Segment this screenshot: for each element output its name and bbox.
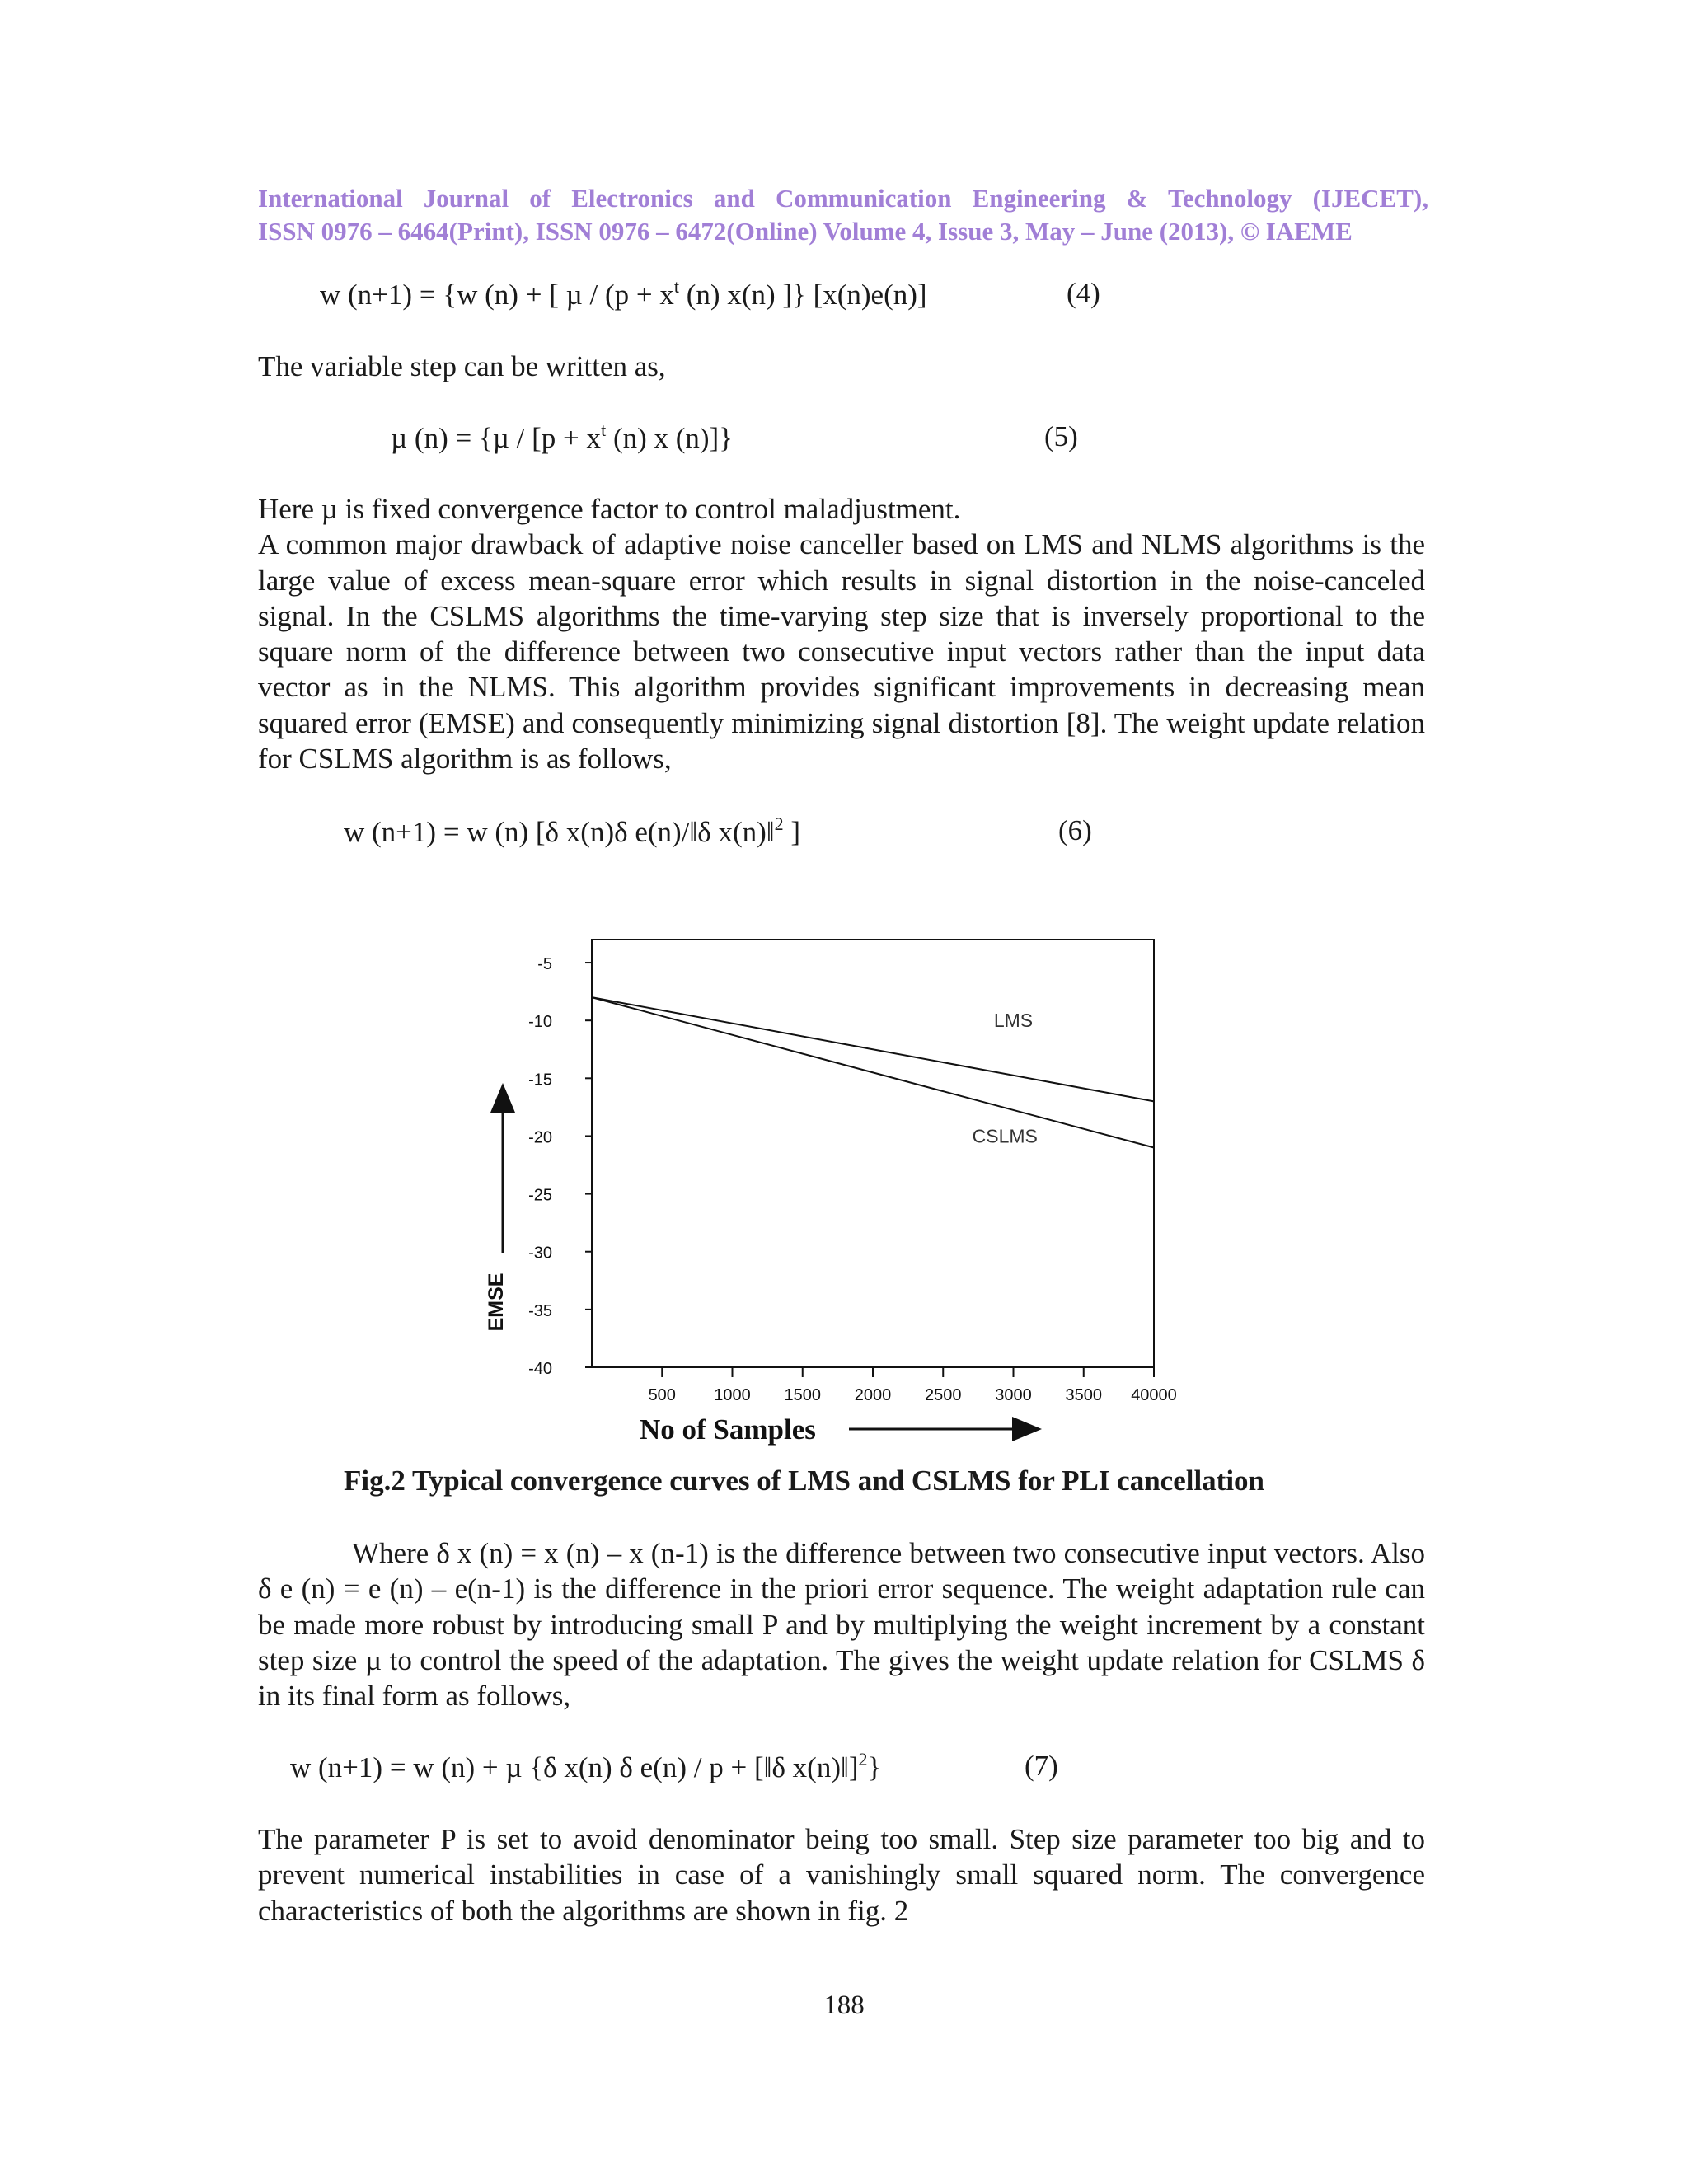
series-line-cslms [592,997,1154,1147]
x-axis-label: No of Samples [640,1413,816,1446]
equation-4-number: (4) [1067,277,1100,309]
journal-header-line-1: International Journal of Electronics and Communication Engineering & Technology (IJECET), [258,184,1428,213]
page-number: 188 [823,1990,865,2020]
equation-4: w (n+1) = {w (n) + [ $\mu / (p + x^t$ (n) x(n) ]} [x(n)e(n)] [320,276,927,311]
x-tick-label: 2500 [925,1386,962,1404]
x-tick-label: 1000 [714,1386,751,1404]
paragraph-3: The parameter P is set to avoid denominator being too small. Step size parameter too big and to prevent numerical instabilities in case of a vanishingly small squared norm. The convergence characteristics of both the algorithms are shown in fig. 2 [258,1823,1425,1927]
x-tick-label: 40000 [1131,1386,1177,1404]
y-tick-label: -5 [537,955,552,974]
y-tick-label: -40 [528,1360,552,1378]
equation-5-number: (5) [1044,420,1078,452]
x-tick-label: 3000 [995,1386,1032,1404]
journal-header-line-2: ISSN 0976 – 6464(Print), ISSN 0976 – 6472(Online) Volume 4, Issue 3, May – June (2013), © IAEME [258,217,1353,246]
y-axis-label: EMSE [485,1272,508,1332]
x-tick-label: 1500 [784,1386,821,1404]
y-tick-label: -35 [528,1301,552,1320]
y-tick-label: -25 [528,1186,552,1205]
series-label-lms: LMS [993,1010,1034,1032]
paragraph-1-body: A common major drawback of adaptive noise canceller based on LMS and NLMS algorithms is the large value of excess mean-square error which results in signal distortion in the noise-canceled signal. In the CSLMS algorithms the time-varying step size that is inversely proportional to the square norm of the difference between two consecutive input vectors rather than the input data vector as in the NLMS. This algorithm provides significant improvements in decreasing mean squared error (EMSE) and consequently minimizing signal distortion [8]. The weight update relation for CSLMS algorithm is as follows, [258,528,1425,776]
paragraph-2: Where δ x (n) = x (n) – x (n-1) is the difference between two consecutive input vectors. Also δ e (n) = e (n) – e(n-1) is the difference in the priori error sequence. The weight adaptation rule can be made more robust by introducing small P and by multiplying the weight increment by a constant step size µ to control the speed of the adaptation. The gives the weight update relation for CSLMS δ in its final form as follows, [258,1537,1425,1713]
paragraph-1 [258,491,1425,776]
x-tick-label: 2000 [854,1386,892,1404]
equation-5: µ $(n) = \{\mu / [p + x^t$ (n) x (n)]} [391,419,734,454]
x-tick-label: 3500 [1065,1386,1102,1404]
y-tick-label: -20 [528,1128,552,1147]
y-tick-label: -10 [528,1013,552,1032]
figure-caption: Fig.2 Typical convergence curves of LMS and CSLMS for PLI cancellation [344,1465,1265,1497]
series-label-cslms: CSLMS [972,1125,1038,1147]
equation-6: w (n+1) = w (n) [δ x(n)δ e(n)/‖δ x(n)‖$^2$ ] [344,813,801,848]
plot-frame [592,940,1154,1367]
paragraph-1-line-1: Here µ is fixed convergence factor to control maladjustment. [258,493,961,525]
y-tick-label: -30 [528,1244,552,1263]
equation-7: w (n+1) = w (n) + µ {δ x(n) δ e(n) / p + [‖δ x(n)‖]$^2$} [290,1749,882,1783]
series-line-lms [592,997,1154,1101]
x-tick-label: 500 [648,1386,676,1404]
y-tick-label: -15 [528,1071,552,1090]
convergence-chart [462,923,1203,1451]
equation-7-number: (7) [1025,1750,1058,1782]
equation-6-number: (6) [1058,814,1092,846]
text-variable-step: The variable step can be written as, [258,350,666,382]
